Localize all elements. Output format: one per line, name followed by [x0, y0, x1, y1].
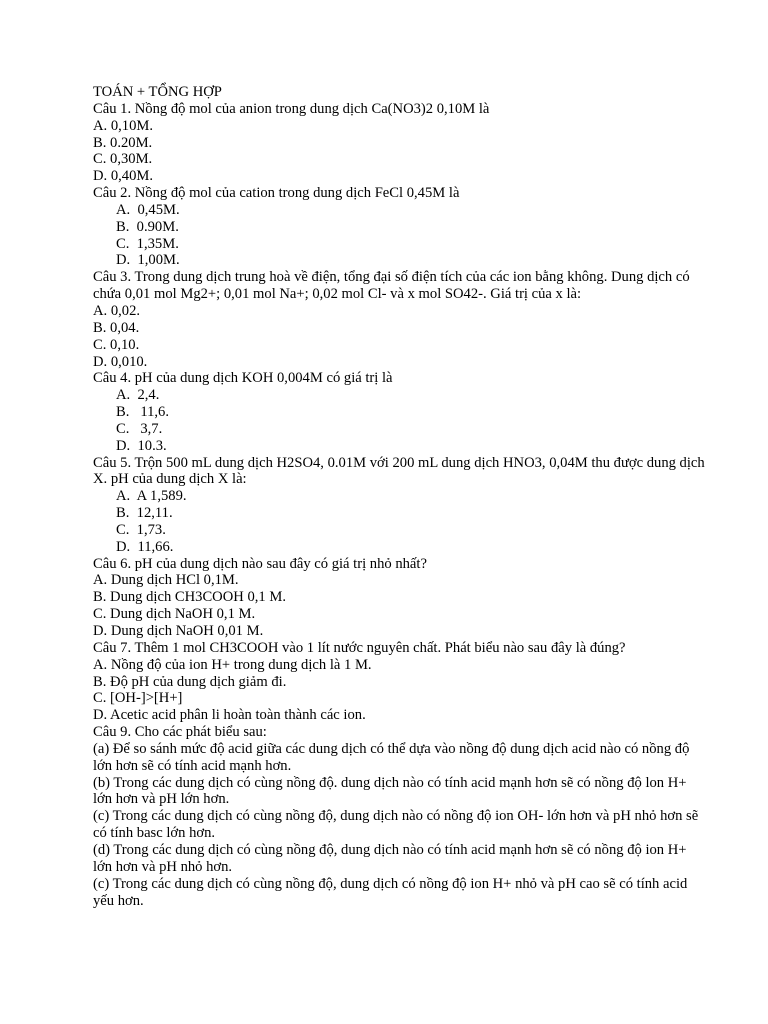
- question-6-option-d: D. Dung dịch NaOH 0,01 M.: [93, 623, 264, 639]
- question-9-statement-e: (c) Trong các dung dịch có cùng nồng độ, dung dịch có nồng độ ion H+ nhỏ và pH cao sẽ có tính acid yếu hơn.: [93, 875, 688, 909]
- question-3-option-d: D. 0,010.: [93, 353, 148, 370]
- question-1-option-c: C. 0,30M.: [93, 151, 153, 168]
- question-4-option-d: D. 10.3.: [116, 437, 167, 454]
- question-9-statement-b: (b) Trong các dung dịch có cùng nồng độ. dung dịch nào có tính acid mạnh hơn sẽ có nồng độ lon H+ lớn hơn và pH lớn hơn.: [93, 774, 687, 808]
- question-6-option-c: C. Dung dịch NaOH 0,1 M.: [93, 606, 256, 623]
- question-5-option-a: A. A 1,589.: [116, 488, 187, 505]
- question-1-option-d: D. 0,40M.: [93, 168, 153, 185]
- question-9-statement-c: (c) Trong các dung dịch có cùng nồng độ, dung dịch nào có nồng độ ion OH- lớn hơn và pH nhỏ hơn sẽ có tính basc lớn hơn.: [93, 808, 699, 842]
- question-3-stem: Câu 3. Trong dung dịch trung hoà về điện, tổng đại số điện tích của các ion bằng không. Dung dịch có chứa 0,01 mol Mg2+; 0,01 mol Na+; 0,02 mol Cl- và x mol SO42-. Giá trị của x là:: [93, 269, 690, 303]
- question-4-option-b: B. 11,6.: [116, 404, 169, 421]
- question-2-stem: Câu 2. Nồng độ mol của cation trong dung dịch FeCl 0,45M là: [93, 185, 460, 202]
- question-4-option-c: C. 3,7.: [116, 420, 163, 437]
- question-2-option-b: B. 0.90M.: [116, 218, 179, 235]
- document-title: TOÁN + TỔNG HỢP: [93, 84, 222, 100]
- question-7-option-c: C. [OH-]>[H+]: [93, 690, 183, 707]
- question-4-stem: Câu 4. pH của dung dịch KOH 0,004M có giá trị là: [93, 370, 393, 387]
- question-3-option-a: A. 0,02.: [93, 302, 141, 319]
- question-6-option-a: A. Dung dịch HCl 0,1M.: [93, 572, 239, 589]
- question-5-option-b: B. 12,11.: [116, 505, 173, 522]
- question-7-option-b: B. Độ pH của dung dịch giảm đi.: [93, 673, 287, 690]
- question-4-option-a: A. 2,4.: [116, 387, 160, 404]
- question-5-option-d: D. 11,66.: [116, 538, 174, 555]
- question-2-option-c: C. 1,35M.: [116, 235, 179, 252]
- question-2-option-d: D. 1,00M.: [116, 252, 180, 269]
- question-9-statement-d: (d) Trong các dung dịch có cùng nồng độ, dung dịch nào có tính acid mạnh hơn sẽ có nồng độ ion H+ lớn hơn và pH nhỏ hơn.: [93, 841, 687, 875]
- question-3-option-c: C. 0,10.: [93, 336, 140, 353]
- question-1-option-a: A. 0,10M.: [93, 117, 153, 134]
- question-9-statement-a: (a) Để so sánh mức độ acid giữa các dung dịch có thể dựa vào nồng độ dung dịch acid nào có nồng độ lớn hơn sẽ có tính acid mạnh hơn.: [93, 740, 690, 774]
- question-1-stem: Câu 1. Nồng độ mol của anion trong dung dịch Ca(NO3)2 0,10M là: [93, 100, 490, 117]
- question-7-option-d: D. Acetic acid phân li hoàn toàn thành các ion.: [93, 707, 366, 724]
- question-5-option-c: C. 1,73.: [116, 521, 166, 538]
- question-7-option-a: A. Nồng độ của ion H+ trong dung dịch là 1 M.: [93, 656, 372, 673]
- question-7-stem: Câu 7. Thêm 1 mol CH3COOH vào 1 lít nước nguyên chất. Phát biểu nào sau đây là đúng?: [93, 639, 626, 656]
- question-5-stem: Câu 5. Trộn 500 mL dung dịch H2SO4, 0.01M với 200 mL dung dịch HNO3, 0,04M thu được dung dịch X. pH của dung dịch X là:: [93, 454, 705, 488]
- question-9-stem: Câu 9. Cho các phát biểu sau:: [93, 724, 267, 741]
- question-1-option-b: B. 0.20M.: [93, 134, 153, 151]
- question-3-option-b: B. 0,04.: [93, 319, 140, 336]
- question-6-stem: Câu 6. pH của dung dịch nào sau đây có giá trị nhỏ nhất?: [93, 555, 427, 572]
- question-2-option-a: A. 0,45M.: [116, 201, 180, 218]
- question-6-option-b: B. Dung dịch CH3COOH 0,1 M.: [93, 589, 286, 606]
